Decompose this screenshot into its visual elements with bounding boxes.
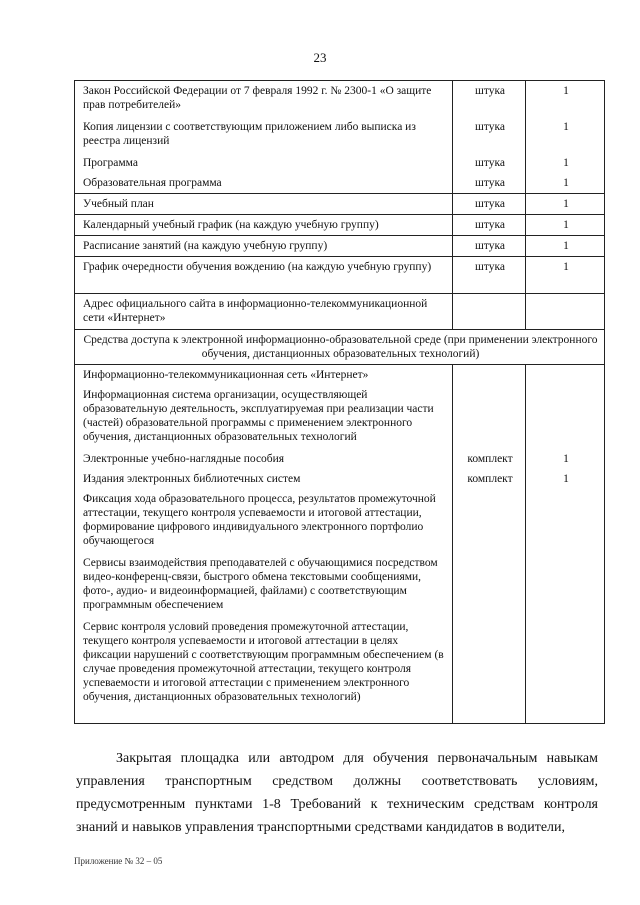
table-row	[75, 173, 605, 194]
unit-cell: штука	[453, 153, 526, 173]
unit-cell: штука	[453, 236, 526, 257]
item-cell: Информационная система организации, осуществляющей образовательную деятельность, эксплуатируемая при реализации части (частей) образовательной программы с применением электронного обучения, дистанционных образовательных технологий	[75, 385, 453, 449]
qty-cell	[526, 553, 605, 617]
unit-cell	[453, 489, 526, 553]
item-cell: Программа	[75, 153, 453, 173]
table-row	[75, 449, 605, 469]
section-header: Средства доступа к электронной информационно-образовательной среде (при применении электронного обучения, дистанционных образовательных технологий)	[75, 330, 605, 365]
item-cell: График очередности обучения вождению (на каждую учебную группу)	[75, 257, 453, 294]
qty-cell: 1	[526, 215, 605, 236]
item-cell: Закон Российской Федерации от 7 февраля 1992 г. № 2300-1 «О защите прав потребителей»	[75, 81, 453, 118]
qty-cell: 1	[526, 153, 605, 173]
item-cell: Информационно-телекоммуникационная сеть «Интернет»	[75, 365, 453, 386]
unit-cell	[453, 294, 526, 330]
closing-paragraph: Закрытая площадка или автодром для обучения первоначальным навыкам управления транспортным средством должны соответствовать условиям, предусмотренным пунктами 1-8 Требований к техническим средствам контроля знаний и навыков управления транспортными средствами кандидатов в водители,	[76, 751, 598, 835]
qty-cell	[526, 385, 605, 449]
unit-cell	[453, 617, 526, 724]
unit-cell: комплект	[453, 469, 526, 489]
equipment-table	[74, 80, 605, 724]
unit-cell	[453, 365, 526, 386]
table-row	[75, 469, 605, 489]
table-row	[75, 385, 605, 449]
qty-cell	[526, 365, 605, 386]
item-cell: Электронные учебно-наглядные пособия	[75, 449, 453, 469]
unit-cell: штука	[453, 257, 526, 294]
item-cell: Издания электронных библиотечных систем	[75, 469, 453, 489]
unit-cell: штука	[453, 194, 526, 215]
unit-cell: штука	[453, 81, 526, 118]
qty-cell: 1	[526, 81, 605, 118]
qty-cell: 1	[526, 173, 605, 194]
unit-cell: штука	[453, 173, 526, 194]
item-cell: Расписание занятий (на каждую учебную группу)	[75, 236, 453, 257]
item-cell: Сервисы взаимодействия преподавателей с обучающимися посредством видео-конференц-связи, быстрого обмена текстовыми сообщениями, фото-, аудио- и видеоинформацией, файлами) с соответствующим программным обеспечением	[75, 553, 453, 617]
table-row	[75, 553, 605, 617]
qty-cell: 1	[526, 469, 605, 489]
table-row	[75, 194, 605, 215]
item-cell: Образовательная программа	[75, 173, 453, 194]
table-row	[75, 117, 605, 153]
qty-cell: 1	[526, 257, 605, 294]
qty-cell: 1	[526, 117, 605, 153]
unit-cell: комплект	[453, 449, 526, 469]
table-row	[75, 215, 605, 236]
table-row	[75, 617, 605, 724]
item-cell: Копия лицензии с соответствующим приложением либо выписка из реестра лицензий	[75, 117, 453, 153]
table-row	[75, 236, 605, 257]
item-cell: Фиксация хода образовательного процесса, результатов промежуточной аттестации, текущего контроля успеваемости и итоговой аттестации, формирование цифрового индивидуального электронного портфолио обучающегося	[75, 489, 453, 553]
table-row	[75, 153, 605, 173]
item-cell: Календарный учебный график (на каждую учебную группу)	[75, 215, 453, 236]
qty-cell	[526, 294, 605, 330]
item-cell: Сервис контроля условий проведения промежуточной аттестации, текущего контроля успеваемости и итоговой аттестации в целях фиксации нарушений с соответствующим программным обеспечением (в случае проведения промежуточной аттестации, текущего контроля успеваемости и итоговой аттестации с применением электронного обучения, дистанционных образовательных технологий)	[75, 617, 453, 724]
item-cell: Адрес официального сайта в информационно-телекоммуникационной сети «Интернет»	[75, 294, 453, 330]
qty-cell	[526, 489, 605, 553]
qty-cell: 1	[526, 449, 605, 469]
table-row	[75, 294, 605, 330]
unit-cell: штука	[453, 117, 526, 153]
table-row	[75, 365, 605, 386]
section-header-row	[75, 330, 605, 365]
qty-cell	[526, 617, 605, 724]
table-row	[75, 257, 605, 294]
table-row	[75, 81, 605, 118]
page-number: 23	[313, 50, 327, 65]
item-cell: Учебный план	[75, 194, 453, 215]
table-row	[75, 489, 605, 553]
qty-cell: 1	[526, 236, 605, 257]
qty-cell: 1	[526, 194, 605, 215]
unit-cell	[453, 385, 526, 449]
unit-cell: штука	[453, 215, 526, 236]
footer-note: Приложение № 32 – 05	[74, 856, 163, 866]
unit-cell	[453, 553, 526, 617]
